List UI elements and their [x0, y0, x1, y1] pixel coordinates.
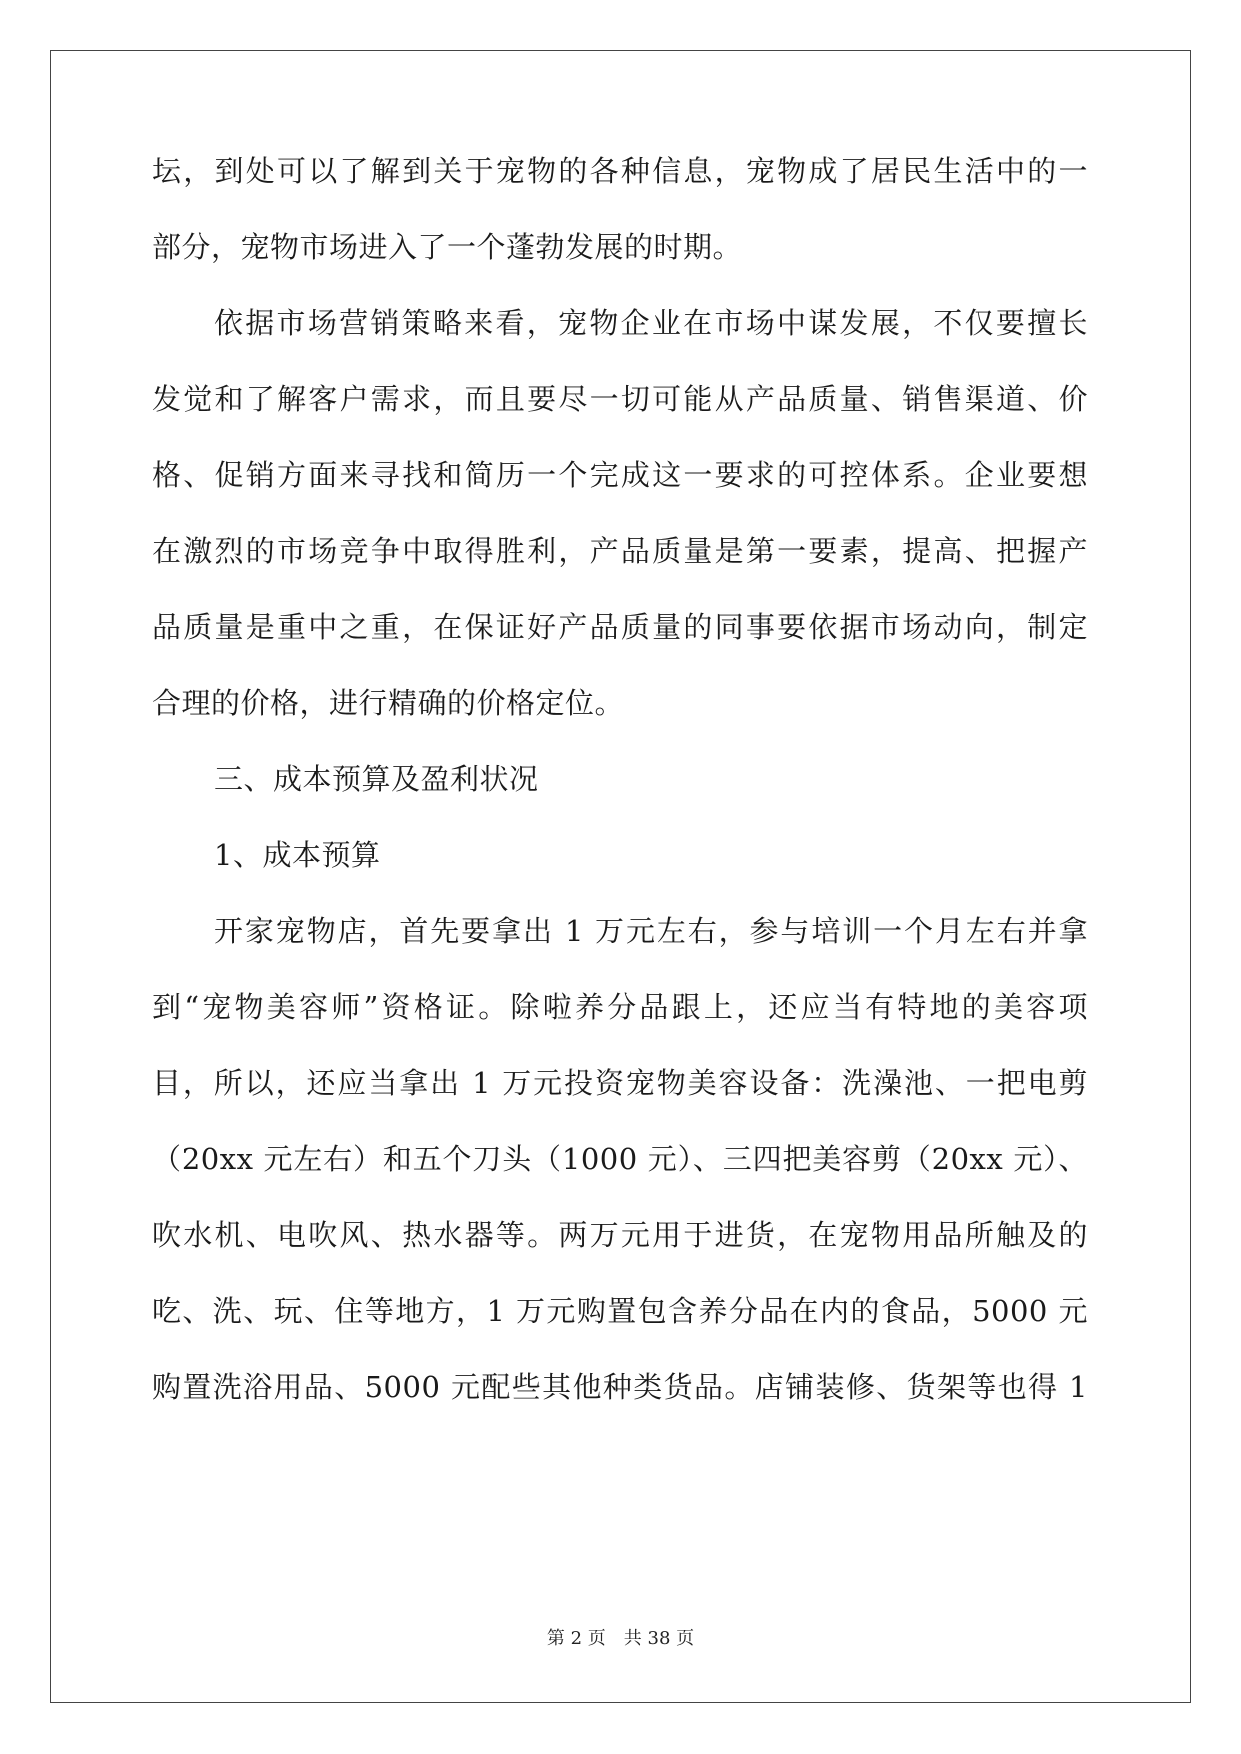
text-line: 依据市场营销策略来看，宠物企业在市场中谋发展，不仅要擅长	[214, 306, 1088, 340]
text-line: 部分，宠物市场进入了一个蓬勃发展的时期。	[152, 230, 743, 264]
page-number: 第 2 页 共 38 页	[546, 1628, 695, 1649]
text-line: 在激烈的市场竞争中取得胜利，产品质量是第一要素，提高、把握产	[152, 534, 1088, 568]
text-line: 发觉和了解客户需求，而且要尽一切可能从产品质量、销售渠道、价	[152, 382, 1088, 416]
text-line: （20xx 元左右）和五个刀头（1000 元）、三四把美容剪（20xx 元）、	[152, 1142, 1088, 1176]
text-line: 目，所以，还应当拿出 1 万元投资宠物美容设备：洗澡池、一把电剪	[152, 1066, 1088, 1100]
text-line: 开家宠物店，首先要拿出 1 万元左右，参与培训一个月左右并拿	[214, 914, 1088, 948]
page-border	[50, 50, 1191, 1703]
subsection-heading: 1、成本预算	[214, 838, 381, 872]
text-line: 坛，到处可以了解到关于宠物的各种信息，宠物成了居民生活中的一	[152, 154, 1088, 188]
text-line: 到“宠物美容师”资格证。除啦养分品跟上，还应当有特地的美容项	[152, 990, 1088, 1024]
text-line: 合理的价格，进行精确的价格定位。	[152, 686, 625, 720]
text-line: 品质量是重中之重，在保证好产品质量的同事要依据市场动向，制定	[152, 610, 1088, 644]
text-line: 格、促销方面来寻找和简历一个完成这一要求的可控体系。企业要想	[152, 458, 1088, 492]
section-heading: 三、成本预算及盈利状况	[214, 762, 539, 796]
text-line: 吹水机、电吹风、热水器等。两万元用于进货，在宠物用品所触及的	[152, 1218, 1088, 1252]
text-line: 购置洗浴用品、5000 元配些其他种类货品。店铺装修、货架等也得 1	[152, 1370, 1088, 1404]
text-line: 吃、洗、玩、住等地方，1 万元购置包含养分品在内的食品，5000 元	[152, 1294, 1088, 1328]
